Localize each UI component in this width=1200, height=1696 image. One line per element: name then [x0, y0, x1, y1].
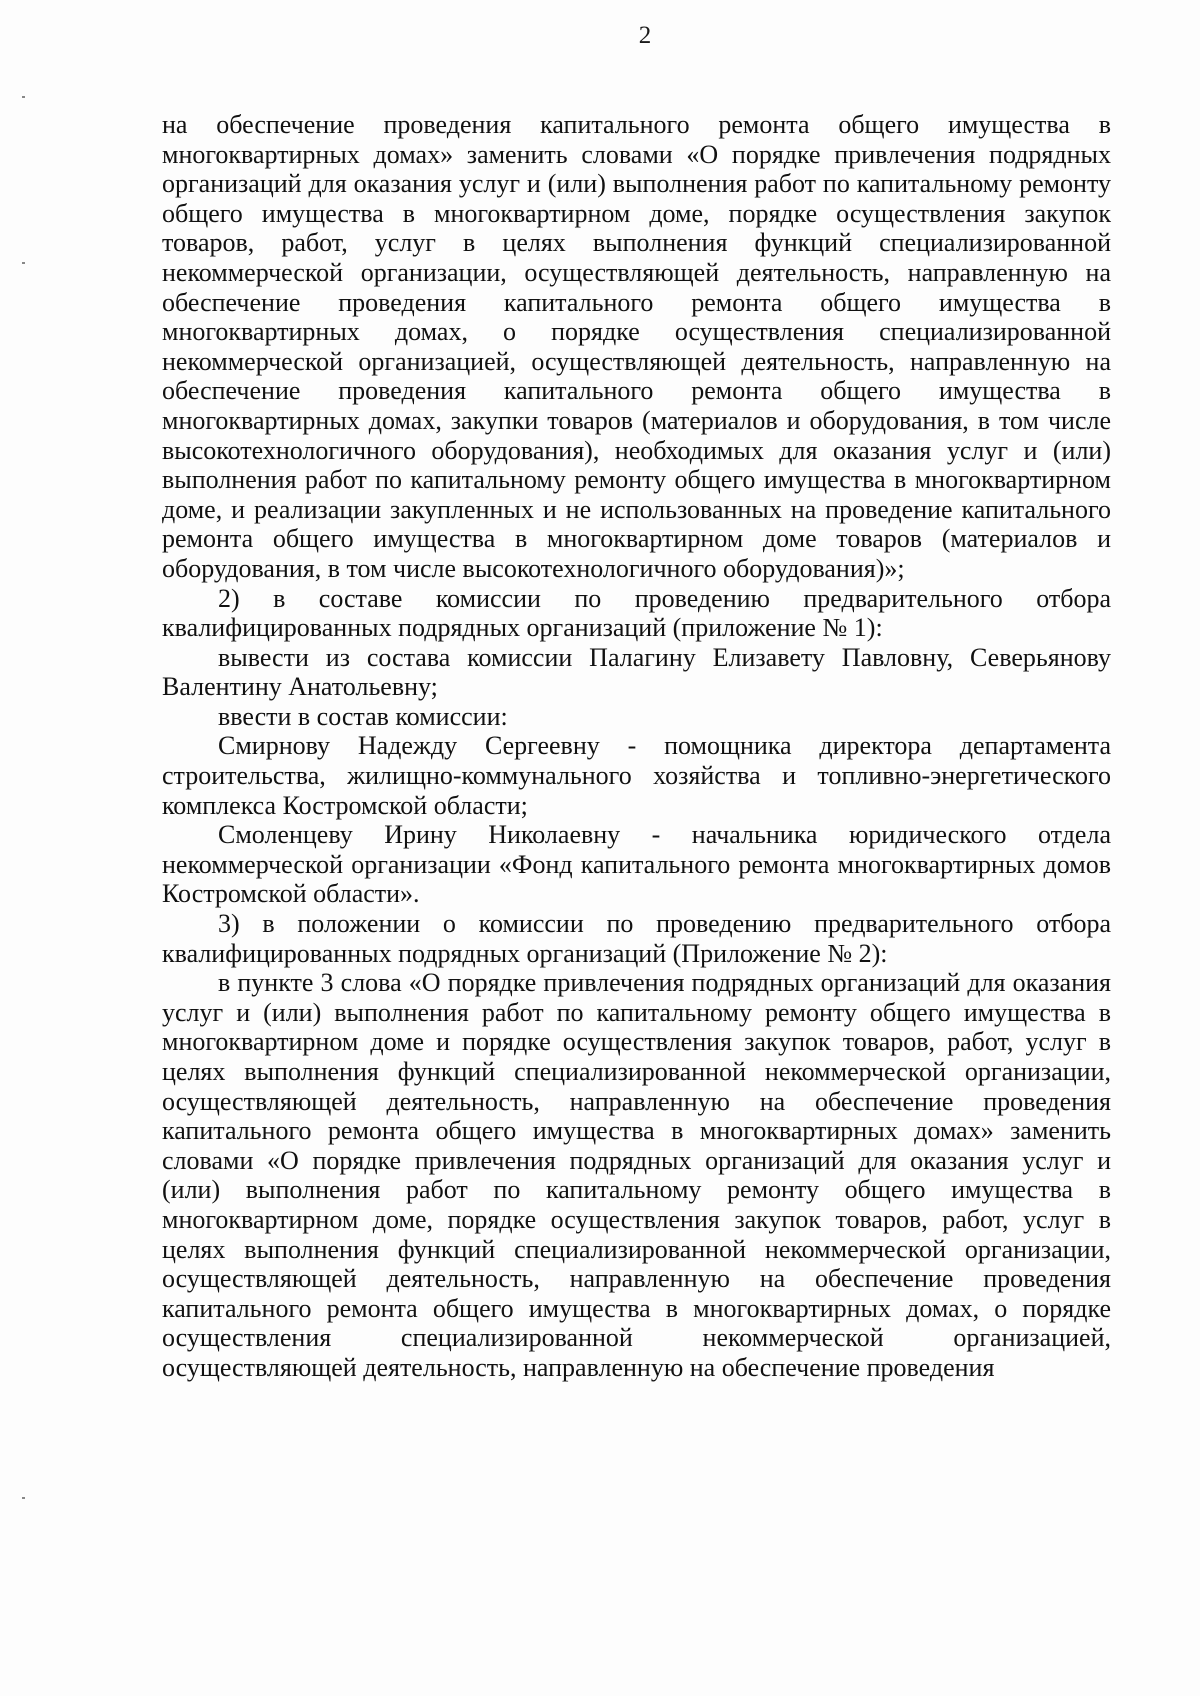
paragraph-continuation: на обеспечение проведения капитального ремонта общего имущества в многоквартирных домах» заменить словами «О порядке привлечения подрядных организаций для оказания услуг и (или) выполнения работ по капитальному ремонту общего имущества в многоквартирном доме, порядке осуществления закупок товаров, работ, услуг в целях выполнения функций специализированной некоммерческой организации, осуществляющей деятельность, направленную на обеспечение проведения капитального ремонта общего имущества в многоквартирных домах, о порядке осуществления специализированной некоммерческой организацией, осуществляющей деятельность, направленную на обеспечение проведения капитального ремонта общего имущества в многоквартирных домах, закупки товаров (материалов и оборудования, в том числе высокотехнологичного оборудования), необходимых для оказания услуг и (или) выполнения работ по капитальному ремонту общего имущества в многоквартирном доме, и реализации закупленных и не использованных на проведение капитального ремонта общего имущества в многоквартирном доме товаров (материалов и оборудования, в том числе высокотехнологичного оборудования)»;	[162, 110, 1111, 583]
paragraph-item-3: 3) в положении о комиссии по проведению предварительного отбора квалифицированных подрядных организаций (Приложение № 2):	[162, 909, 1111, 968]
paragraph-remove-members: вывести из состава комиссии Палагину Елизавету Павловну, Северьянову Валентину Анатольевну;	[162, 642, 1111, 702]
scan-speck	[22, 262, 25, 264]
paragraph-item-2: 2) в составе комиссии по проведению предварительного отбора квалифицированных подрядных организаций (приложение № 1):	[162, 583, 1111, 643]
paragraph-clause-3: в пункте 3 слова «О порядке привлечения подрядных организаций для оказания услуг и (или) выполнения работ по капитальному ремонту общего имущества в многоквартирном доме и порядке осуществления закупок товаров, работ, услуг в целях выполнения функций специализированной некоммерческой организации, осуществляющей деятельность, направленную на обеспечение проведения капитального ремонта общего имущества в многоквартирных домах» заменить словами «О порядке привлечения подрядных организаций для оказания услуг и (или) выполнения работ по капитальному ремонту общего имущества в многоквартирном доме, порядке осуществления закупок товаров, работ, услуг в целях выполнения функций специализированной некоммерческой организации, осуществляющей деятельность, направленную на обеспечение проведения капитального ремонта общего имущества в многоквартирных домах, о порядке осуществления специализированной некоммерческой организацией, осуществляющей деятельность, направленную на обеспечение проведения	[162, 968, 1111, 1382]
scan-speck	[22, 96, 25, 98]
paragraph-add-members: ввести в состав комиссии:	[218, 701, 508, 731]
page-number: 2	[638, 22, 652, 49]
scan-speck	[22, 1497, 25, 1499]
document-body	[162, 110, 1111, 1383]
paragraph-member-smirnova: Смирнову Надежду Сергеевну - помощника директора департамента строительства, жилищно-коммунального хозяйства и топливно-энергетического комплекса Костромской области;	[162, 731, 1111, 820]
paragraph-member-smolentseva: Смоленцеву Ирину Николаевну - начальника юридического отдела некоммерческой организации «Фонд капитального ремонта многоквартирных домов Костромской области».	[162, 820, 1111, 909]
